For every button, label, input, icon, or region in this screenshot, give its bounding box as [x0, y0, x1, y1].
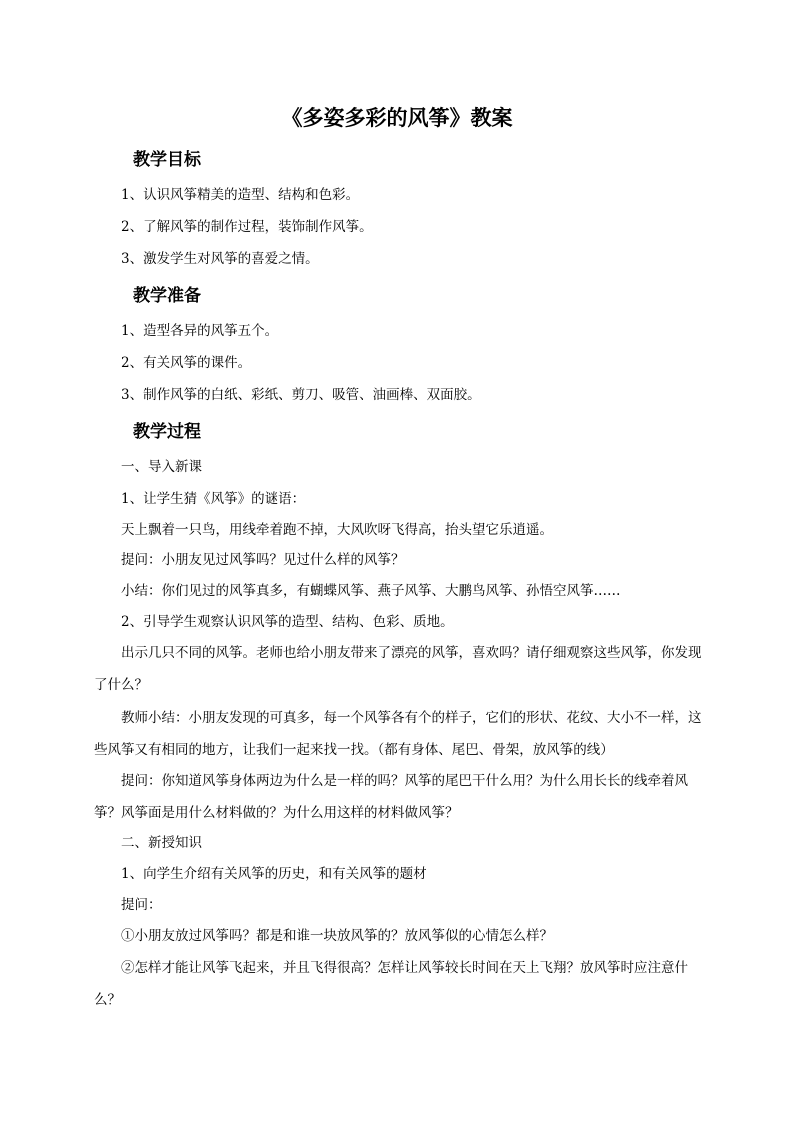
process-line-2: 1、让学生猜《风筝》的谜语：: [121, 491, 306, 507]
goal-item-2: 2、了解风筝的制作过程，装饰制作风筝。: [121, 219, 373, 235]
question-line: 提问：小朋友见过风筝吗？见过什么样的风筝？: [121, 552, 405, 568]
paragraph-final: [94, 952, 704, 1016]
part2-heading: 二、新授知识: [121, 835, 202, 851]
riddle-line: 天上飘着一只鸟，用线牵着跑不掉，大风吹呀飞得高，抬头望它乐逍遥。: [121, 522, 553, 538]
process-line-6: 2、引导学生观察认识风筝的造型、结构、色彩、质地。: [121, 614, 454, 630]
paragraph-observe: [94, 637, 704, 701]
paragraph-teacher-summary-text: 教师小结：小朋友发现的可真多，每一个风筝各有个的样子，它们的形状、花纹、大小不一样，这些风筝又有相同的地方，让我们一起来找一找。（都有身体、尾巴、骨架，放风筝的线）: [94, 710, 702, 758]
paragraph-questions-text: 提问：你知道风筝身体两边为什么是一样的吗？风筝的尾巴干什么用？为什么用长长的线牵着风筝？风筝面是用什么材料做的？为什么用这样的材料做风筝？: [94, 773, 688, 821]
goal-item-1: 1、认识风筝精美的造型、结构和色彩。: [121, 187, 360, 203]
prep-item-1: 1、造型各异的风筝五个。: [121, 323, 279, 339]
section-heading-preparation: 教学准备: [133, 286, 201, 306]
paragraph-teacher-summary: [94, 702, 704, 766]
summary-line: 小结：你们见过的风筝真多，有蝴蝶风筝、燕子风筝、大鹏鸟风筝、孙悟空风筝……: [121, 583, 621, 599]
paragraph-questions: [94, 765, 704, 829]
paragraph-observe-text: 出示几只不同的风筝。老师也给小朋友带来了漂亮的风筝，喜欢吗？请仔细观察这些风筝，你发现了什么？: [94, 645, 702, 693]
part2-line-2: 提问：: [121, 897, 162, 913]
paragraph-final-text: ②怎样才能让风筝飞起来，并且飞得很高？怎样让风筝较长时间在天上飞翔？放风筝时应注意什么？: [94, 960, 688, 1008]
prep-item-3: 3、制作风筝的白纸、彩纸、剪刀、吸管、油画棒、双面胶。: [121, 387, 481, 403]
prep-item-2: 2、有关风筝的课件。: [121, 355, 252, 371]
document-title: 《多姿多彩的风筝》教案: [281, 105, 513, 130]
section-heading-process: 教学过程: [133, 422, 201, 442]
part2-line-3: ①小朋友放过风筝吗？都是和谁一块放风筝的？放风筝似的心情怎么样？: [121, 928, 553, 944]
part2-line-1: 1、向学生介绍有关风筝的历史，和有关风筝的题材: [121, 866, 427, 882]
process-line-1: 一、导入新课: [121, 459, 202, 475]
goal-item-3: 3、激发学生对风筝的喜爱之情。: [121, 251, 319, 267]
section-heading-goals: 教学目标: [133, 150, 201, 170]
